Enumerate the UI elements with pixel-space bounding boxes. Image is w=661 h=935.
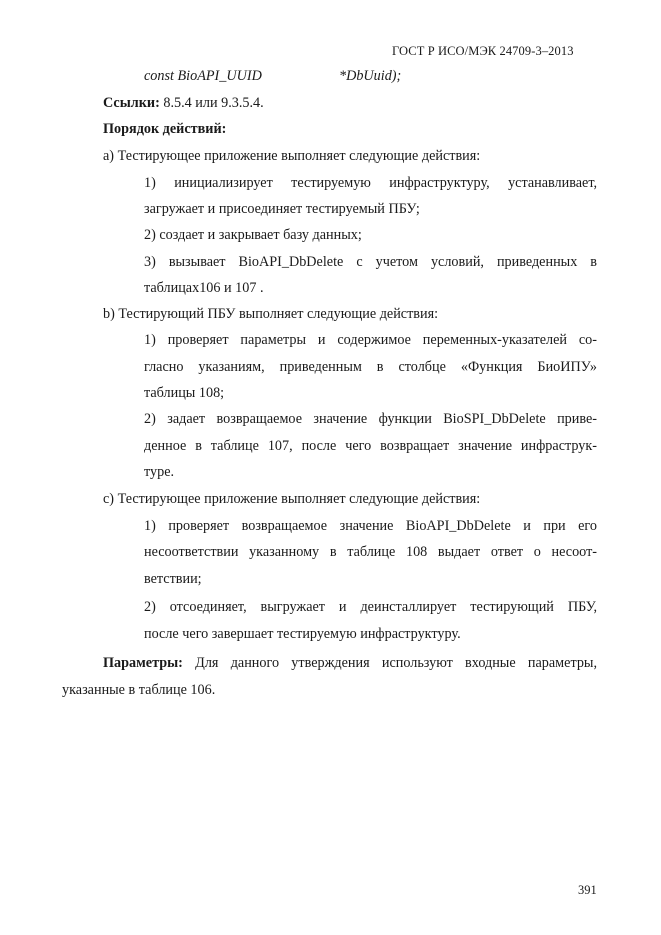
code-param: *DbUuid); [339, 68, 402, 84]
section-b-item-1-line-2: гласно указаниям, приведенным в столбце «Функция БиоИПУ» [144, 359, 597, 375]
procedure-heading: Порядок действий: [103, 121, 227, 137]
section-b-intro: b) Тестирующий ПБУ выполняет следующие действия: [103, 306, 439, 322]
section-b-item-2-line-3: туре. [144, 464, 175, 480]
section-c-item-2-line-1: 2) отсоединяет, выгружает и деинсталлирует тестирующий ПБУ, [144, 599, 597, 615]
parameters-line-2: указанные в таблице 106. [62, 682, 216, 698]
section-b-item-1-line-1: 1) проверяет параметры и содержимое переменных-указателей со- [144, 332, 597, 348]
section-c-item-1-line-2: несоответствии указанному в таблице 108 выдает ответ о несоот- [144, 544, 597, 560]
section-a-item-1-line-2: загружает и присоединяет тестируемый ПБУ; [144, 201, 420, 217]
parameters-text: Для данного утверждения используют входные параметры, [182, 655, 597, 671]
references-line [103, 94, 264, 112]
references-label: Ссылки: [103, 95, 160, 111]
section-b-item-2-line-1: 2) задает возвращаемое значение функции BioSPI_DbDelete приве- [144, 411, 597, 427]
section-a-item-3-line-2: таблицах106 и 107 . [144, 280, 264, 296]
section-c-item-1-line-3: ветствии; [144, 571, 202, 587]
section-c-item-1-line-1: 1) проверяет возвращаемое значение BioAPI_DbDelete и при его [144, 518, 597, 534]
standard-code: ГОСТ Р ИСО/МЭК 24709-3–2013 [392, 44, 574, 58]
section-a-item-2-line-1: 2) создает и закрывает базу данных; [144, 227, 362, 243]
section-c-intro: с) Тестирующее приложение выполняет следующие действия: [103, 491, 481, 507]
code-type: const BioAPI_UUID [144, 68, 262, 84]
section-a-intro: а) Тестирующее приложение выполняет следующие действия: [103, 148, 481, 164]
parameters-label: Параметры: [103, 655, 183, 671]
section-b-item-2-line-2: денное в таблице 107, после чего возвращает значение инфраструк- [144, 438, 597, 454]
section-a-item-3-line-1: 3) вызывает BioAPI_DbDelete с учетом условий, приведенных в [144, 254, 597, 270]
references-text: 8.5.4 или 9.3.5.4. [159, 95, 264, 111]
page-number: 391 [578, 883, 597, 897]
parameters-line-1 [103, 654, 597, 672]
section-b-item-1-line-3: таблицы 108; [144, 385, 225, 401]
section-c-item-2-line-2: после чего завершает тестируемую инфраструктуру. [144, 626, 461, 642]
section-a-item-1-line-1: 1) инициализирует тестируемую инфраструктуру, устанавливает, [144, 175, 597, 191]
